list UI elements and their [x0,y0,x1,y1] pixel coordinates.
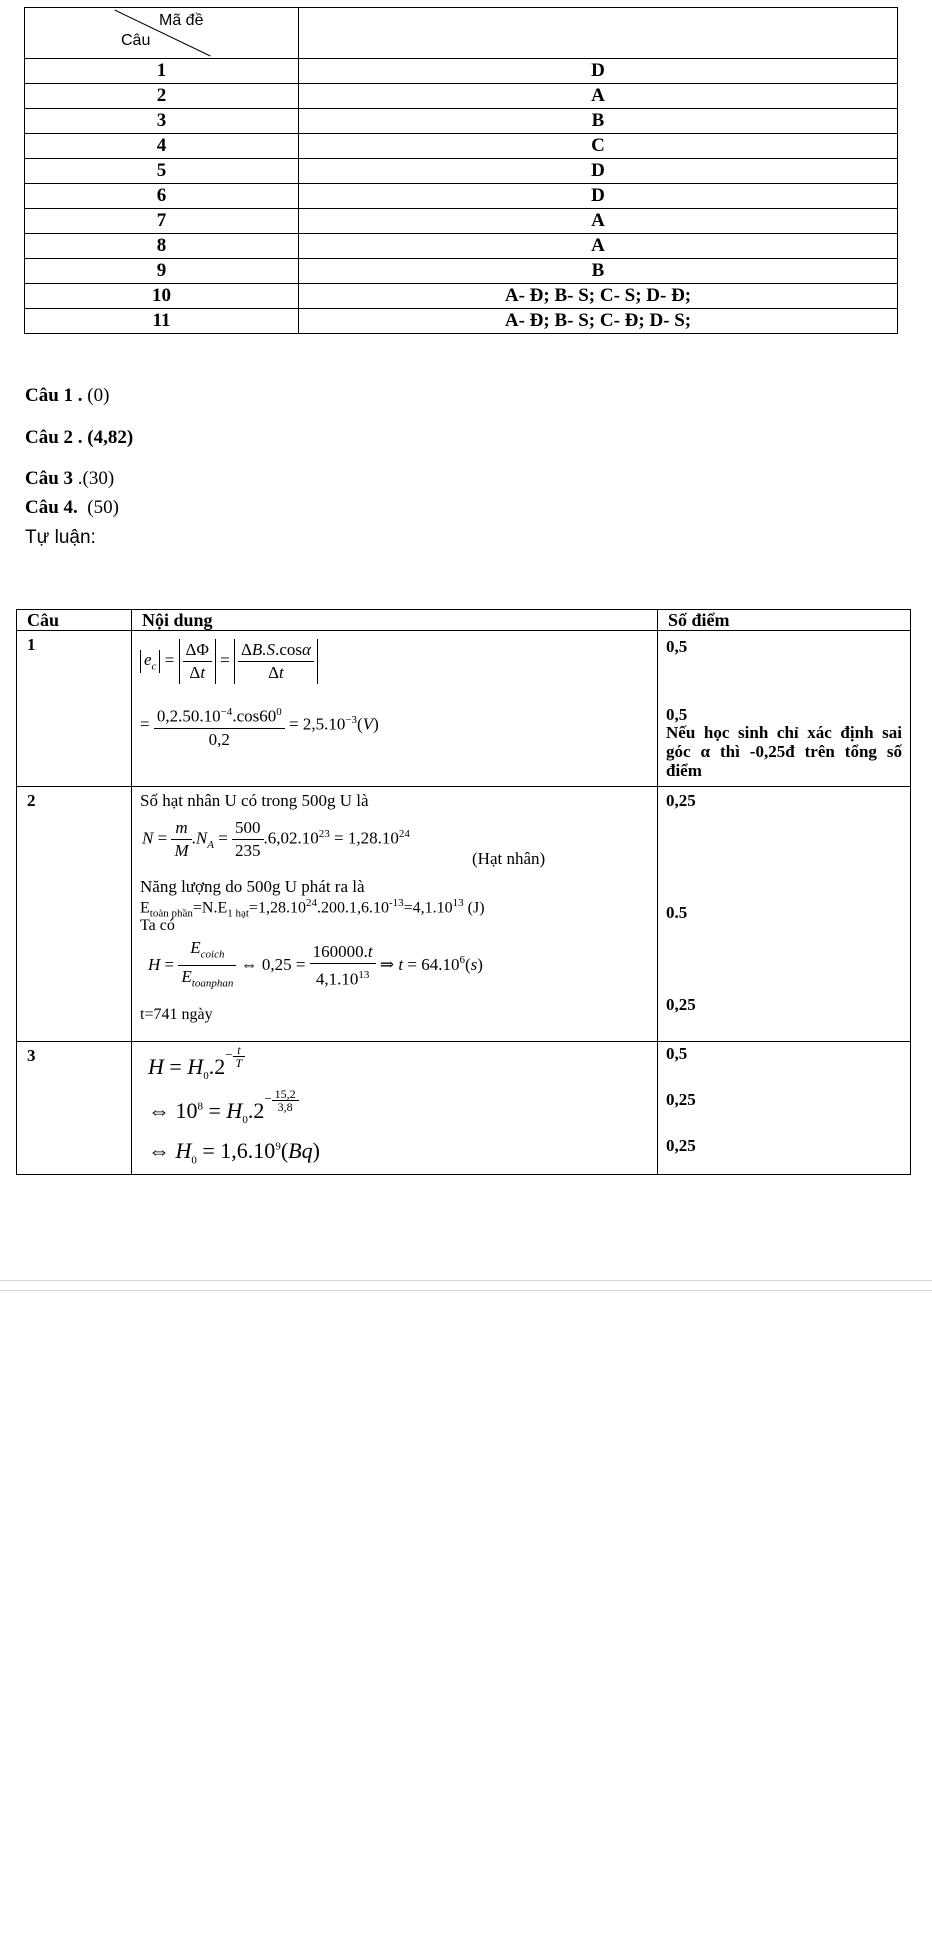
essay-question-number: 2 [17,787,132,1042]
answer-key-row [25,84,898,109]
answer-value: A [299,234,898,259]
question-number: 3 [25,109,299,134]
score-value: 0.5 [666,903,688,922]
answer-key-row [25,284,898,309]
score-value: 0,25 [666,791,696,810]
answer-key-row [25,184,898,209]
text-line: Năng lượng do 500g U phát ra là [140,877,365,896]
fill-label: Câu 4. [25,497,78,518]
answer-value: C [299,134,898,159]
answer-value: A- Đ; B- S; C- S; D- Đ; [299,284,898,309]
essay-content-2 [132,787,658,1042]
answer-key-row [25,59,898,84]
answer-value: A- Đ; B- S; C- Đ; D- S; [299,309,898,334]
answer-key-row [25,209,898,234]
fill-value: (50) [87,497,119,518]
question-number: 8 [25,234,299,259]
answer-key-header-row [25,8,898,59]
essay-question-number: 1 [17,631,132,787]
page-separator [0,1290,932,1291]
score-value: 0,5 [666,637,688,656]
question-number: 6 [25,184,299,209]
scoring-note: Nếu học sinh chỉ xác định sai góc α thì -0,25đ trên tổng số điểm [666,723,902,780]
formula-activity-result: ⇔ $H_0 = 1,6.10^9(Bq)$ [148,1138,320,1167]
fill-value: (4,82) [87,427,134,448]
col-question: Câu [17,610,132,631]
essay-content-3 [132,1042,658,1175]
essay-score-1 [658,631,911,787]
formula-nuclei: N = $\frac{m}{M}$ $.N_A$ = $\frac{500}{235}$ $.6,02.10^{23} = 1,28.10^{24}$ [142,818,410,860]
score-value: 0,5 [666,1044,688,1063]
fill-label: Câu 1 . [25,385,83,406]
essay-header-row [17,610,911,631]
answer-value: D [299,159,898,184]
answer-key-header-empty [299,8,898,59]
answer-value: D [299,184,898,209]
answer-key-table [24,7,898,334]
essay-row-3 [17,1042,911,1175]
question-number: 5 [25,159,299,184]
formula-efficiency: H = $\frac{E_{coich}}{E_{toanphan}}$ ⇔ 0,25 = $\frac{160000.t}{4,1.10^{13}}$ ⇒ $t = 64.10^6(s)$ [148,938,483,990]
answer-key-row [25,109,898,134]
formula-energy: $E_{toàn phần}=N.E_{1 hạt}=1,28.10^{24}.200.1,6.10^{-13}=4,1.10^{13}$ (J) [140,897,485,920]
fill-label: Câu 3 [25,468,74,489]
fill-answer-4 [25,496,119,520]
formula-emf-value: = $\frac{0,2.50.10^{-4}.\cos 60^0}{0,2}$ = $2,5.10^{-3}(V)$ [140,701,379,751]
question-number: 4 [25,134,299,159]
question-number: 2 [25,84,299,109]
fill-label: Câu 2 . [25,427,83,448]
fill-answer-2 [25,426,133,450]
essay-content-1 [132,631,658,787]
answer-key-row [25,309,898,334]
essay-row-1 [17,631,911,787]
answer-value: B [299,259,898,284]
formula-activity-substituted: ⇔ $10^8 = H_0.2^{- \frac{15,2}{3,8}}$ [148,1094,299,1126]
score-value: 0,5 [666,705,688,724]
page-separator [0,1280,932,1281]
answer-value: A [299,84,898,109]
question-number: 10 [25,284,299,309]
question-number: 9 [25,259,299,284]
essay-heading: Tự luận: [25,527,96,548]
essay-score-2 [658,787,911,1042]
text-line: Số hạt nhân U có trong 500g U là [140,791,369,810]
fill-value: .(30) [77,468,115,489]
score-value: 0,25 [666,1090,696,1109]
answer-key-row [25,259,898,284]
answer-key-row [25,159,898,184]
col-score: Số điểm [658,610,911,631]
answer-value: A [299,209,898,234]
score-value: 0,25 [666,995,696,1014]
answer-value: D [299,59,898,84]
header-cau: Câu [121,32,151,49]
col-content: Nội dung [132,610,658,631]
fill-answer-1 [25,384,109,408]
answer-value: B [299,109,898,134]
formula-activity: $H = H_0.2^{- \frac{t}{T}}$ [148,1050,245,1082]
text-line: Ta có [140,917,175,934]
score-value: 0,25 [666,1136,696,1155]
unit-label: (Hạt nhân) [472,849,546,868]
formula-emf: $e_c$ = $\frac{\Delta\Phi}{\Delta t}$ = $\frac{\Delta B.S.\cos\alpha}{\Delta t}$ [140,639,318,684]
essay-score-3 [658,1042,911,1175]
header-ma-de: Mã đề [159,12,204,29]
essay-row-2 [17,787,911,1042]
question-number: 7 [25,209,299,234]
question-number: 1 [25,59,299,84]
essay-question-number: 3 [17,1042,132,1175]
answer-key-row [25,234,898,259]
fill-answer-3 [25,467,114,491]
answer-key-row [25,134,898,159]
answer-key-diagonal-header [25,8,299,59]
text-line: t=741 ngày [140,1006,213,1023]
question-number: 11 [25,309,299,334]
fill-value: (0) [87,385,110,406]
essay-answer-table [16,609,911,1175]
